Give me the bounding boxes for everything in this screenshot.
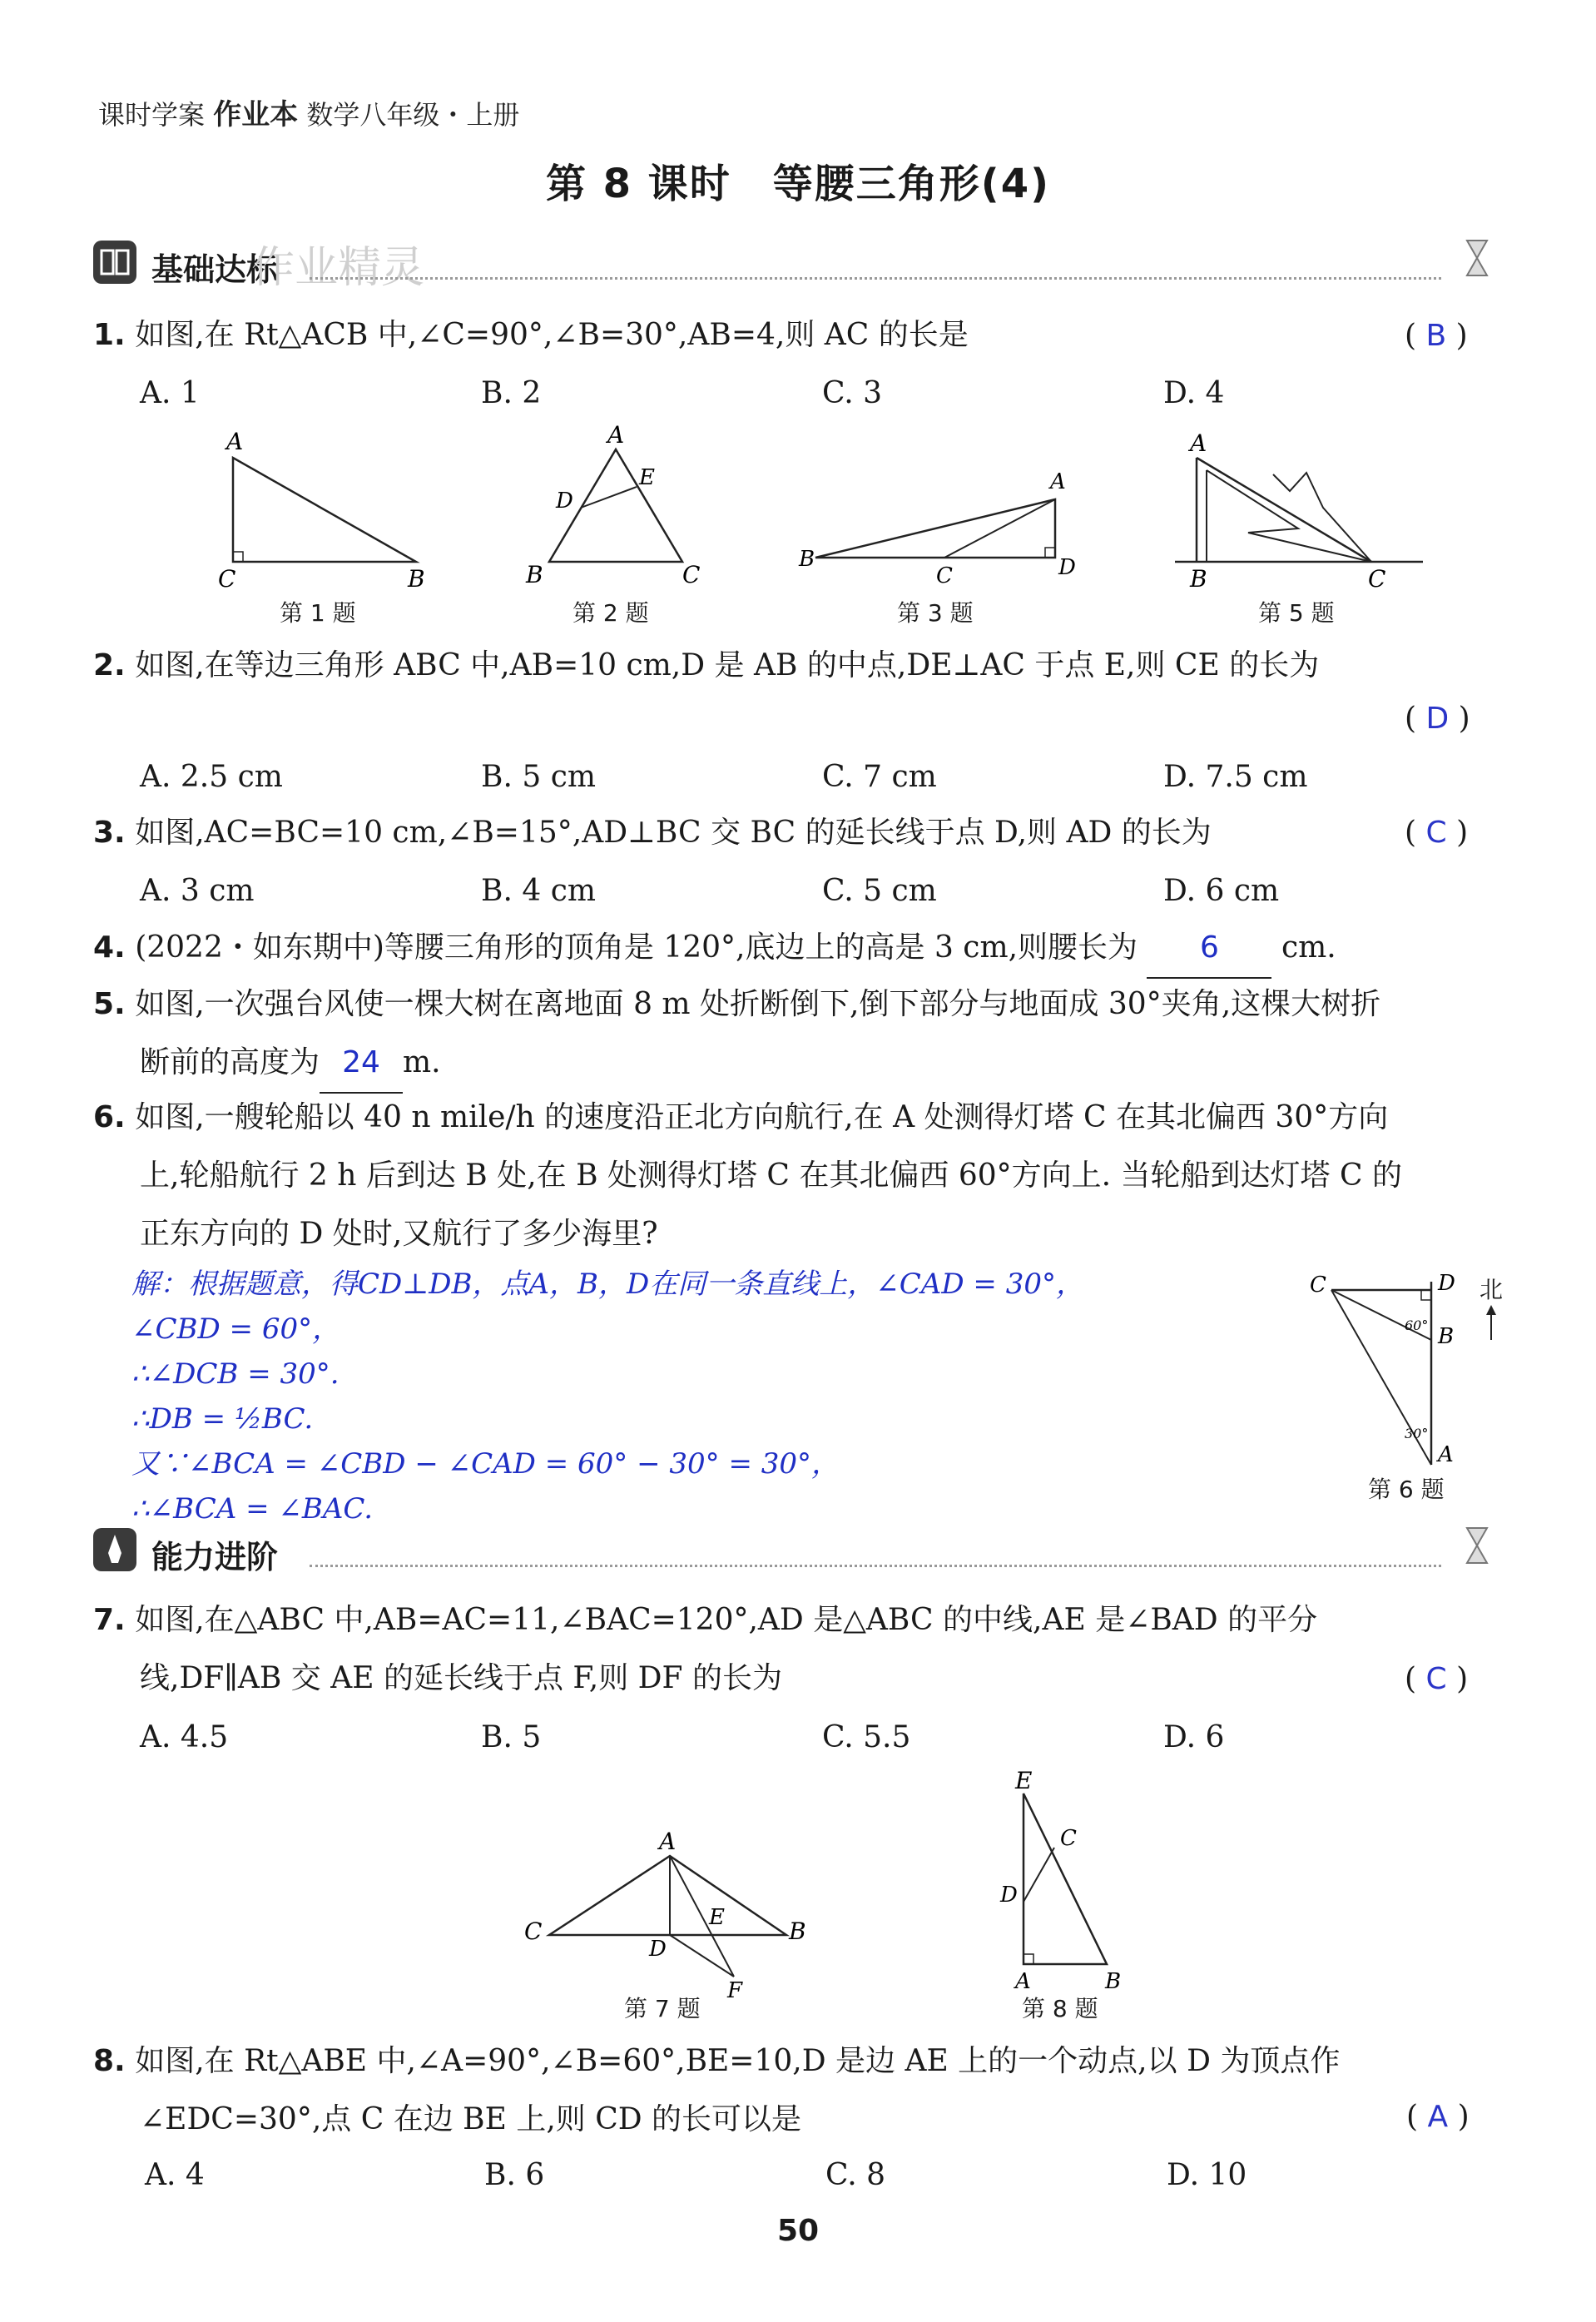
- option-b: B. 6: [484, 2158, 545, 2192]
- answer-value: D: [1425, 702, 1450, 736]
- question-number: 6.: [93, 1100, 126, 1134]
- answer-8: ( A ): [1406, 2100, 1470, 2134]
- solution-line: 又∵∠BCA = ∠CBD − ∠CAD = 60° − 30° = 30°，: [131, 1447, 840, 1481]
- svg-text:C: C: [936, 563, 953, 588]
- question-5: [93, 975, 1508, 1094]
- question-number: 3.: [93, 816, 126, 850]
- figure-7: [516, 1831, 824, 1997]
- question-text: 如图,在等边三角形 ABC 中,AB=10 cm,D 是 AB 的中点,DE⊥AC 于点 E,则 CE 的长为: [135, 648, 1320, 682]
- option-c: C. 5 cm: [822, 874, 937, 908]
- rocket-icon: [93, 1528, 136, 1571]
- svg-text:A: A: [226, 428, 244, 455]
- question-2: [93, 637, 1319, 695]
- option-c: C. 7 cm: [822, 760, 937, 794]
- question-text-line2: 上,轮船航行 2 h 后到达 B 处,在 B 处测得灯塔 C 在其北偏西 60°方向上. 当轮船到达灯塔 C 的: [140, 1159, 1402, 1193]
- answer-3: ( C ): [1405, 816, 1469, 850]
- svg-text:A: A: [659, 1831, 677, 1855]
- answer-value: C: [1425, 816, 1447, 850]
- section-divider: [310, 277, 1441, 280]
- section-advanced-title: 能力进阶: [151, 1539, 279, 1575]
- svg-text:B: B: [526, 561, 543, 588]
- answer-blank: 24: [320, 1034, 403, 1094]
- question-8: [93, 2032, 1508, 2149]
- question-text: 如图,在△ABC 中,AB=AC=11,∠BAC=120°,AD 是△ABC 的中线,AE 是∠BAD 的平分: [135, 1603, 1318, 1637]
- svg-text:60°: 60°: [1405, 1317, 1429, 1333]
- caption-figure-6: 第 6 题: [1368, 1476, 1445, 1503]
- option-b: B. 2: [481, 376, 542, 410]
- answer-value: B: [1425, 319, 1447, 353]
- svg-text:E: E: [1015, 1769, 1033, 1794]
- option-b: B. 5 cm: [481, 760, 596, 794]
- svg-text:A: A: [1050, 469, 1066, 494]
- question-number: 2.: [93, 648, 126, 682]
- figure-2: [516, 424, 707, 599]
- caption-figure-5: 第 5 题: [1258, 599, 1335, 627]
- question-text-end: cm.: [1281, 930, 1336, 965]
- svg-text:D: D: [649, 1937, 667, 1962]
- svg-text:C: C: [1310, 1273, 1326, 1297]
- svg-text:C: C: [1368, 565, 1386, 593]
- option-b: B. 4 cm: [481, 874, 596, 908]
- answer-7: ( C ): [1405, 1662, 1469, 1696]
- svg-text:C: C: [524, 1918, 543, 1945]
- svg-text:D: D: [1438, 1271, 1455, 1296]
- svg-text:A: A: [607, 424, 625, 449]
- question-text: 如图,在 Rt△ACB 中,∠C=90°,∠B=30°,AB=4,则 AC 的长是: [135, 318, 969, 352]
- option-b: B. 5: [481, 1720, 542, 1754]
- section-basic-title: 基础达标: [151, 251, 279, 288]
- svg-text:B: B: [1438, 1324, 1455, 1349]
- section-divider: [310, 1565, 1441, 1567]
- book-name: 作业本: [213, 98, 299, 131]
- question-number: 7.: [93, 1603, 126, 1637]
- caption-figure-3: 第 3 题: [897, 599, 974, 627]
- hourglass-icon: [1463, 237, 1491, 279]
- option-a: A. 2.5 cm: [140, 760, 283, 794]
- svg-text:B: B: [1190, 565, 1207, 593]
- question-4: [93, 919, 1336, 979]
- caption-figure-2: 第 2 题: [572, 599, 649, 627]
- caption-figure-7: 第 7 题: [624, 1995, 701, 2022]
- option-c: C. 8: [825, 2158, 886, 2192]
- figure-3: [791, 454, 1090, 595]
- question-1: [93, 306, 969, 365]
- svg-text:A: A: [1015, 1969, 1031, 1994]
- option-d: D. 6 cm: [1163, 874, 1280, 908]
- question-3: [93, 804, 1212, 862]
- subject-name: 数学八年级・上册: [306, 99, 520, 131]
- solution-line: 解：根据题意，得CD⊥DB，点A，B，D在同一条直线上，∠CAD = 30°，: [131, 1268, 1084, 1301]
- svg-text:E: E: [639, 465, 655, 490]
- option-a: A. 1: [140, 376, 200, 410]
- option-c: C. 3: [822, 376, 883, 410]
- question-text: (2022・如东期中)等腰三角形的顶角是 120°,底边上的高是 3 cm,则腰长为: [135, 930, 1138, 965]
- question-text: 如图,一艘轮船以 40 n mile/h 的速度沿正北方向航行,在 A 处测得灯塔 C 在其北偏西 30°方向: [135, 1100, 1389, 1134]
- solution-6: [131, 1262, 1296, 1531]
- section-basic: [93, 237, 1508, 293]
- answer-value: A: [1427, 2100, 1449, 2134]
- option-d: D. 7.5 cm: [1163, 760, 1308, 794]
- solution-line: ∴∠BCA = ∠BAC.: [131, 1492, 374, 1526]
- svg-text:D: D: [1058, 555, 1076, 580]
- question-text-line2: 线,DF∥AB 交 AE 的延长线于点 F,则 DF 的长为: [140, 1661, 782, 1695]
- option-a: A. 4.5: [140, 1720, 229, 1754]
- svg-text:C: C: [218, 565, 236, 593]
- question-number: 5.: [93, 987, 126, 1021]
- question-text: 如图,一次强台风使一棵大树在离地面 8 m 处折断倒下,倒下部分与地面成 30°夹角,这棵大树折: [135, 987, 1381, 1021]
- svg-text:C: C: [682, 561, 701, 588]
- svg-text:B: B: [1105, 1969, 1122, 1994]
- question-number: 8.: [93, 2044, 126, 2078]
- question-text-line3: 正东方向的 D 处时,又航行了多少海里?: [140, 1217, 658, 1251]
- question-number: 4.: [93, 930, 126, 965]
- page-number: 50: [776, 2214, 820, 2248]
- answer-1: ( B ): [1405, 319, 1468, 353]
- answer-value: C: [1425, 1662, 1447, 1696]
- question-7: [93, 1591, 1508, 1708]
- question-6: [93, 1089, 1508, 1263]
- option-c: C. 5.5: [822, 1720, 911, 1754]
- series-name: 课时学案: [98, 99, 206, 131]
- question-text: 如图,AC=BC=10 cm,∠B=15°,AD⊥BC 交 BC 的延长线于点 D,则 AD 的长为: [135, 816, 1212, 850]
- north-label: 北: [1480, 1276, 1504, 1303]
- caption-figure-1: 第 1 题: [280, 599, 356, 627]
- figure-5: [1165, 424, 1431, 599]
- svg-text:E: E: [709, 1905, 725, 1930]
- svg-text:A: A: [1438, 1442, 1454, 1467]
- svg-text:30°: 30°: [1405, 1426, 1429, 1441]
- option-d: D. 10: [1167, 2158, 1247, 2192]
- svg-text:B: B: [799, 547, 815, 572]
- svg-text:D: D: [556, 489, 573, 514]
- answer-blank: 6: [1147, 919, 1271, 979]
- svg-text:C: C: [1060, 1826, 1077, 1851]
- question-text-line2: ∠EDC=30°,点 C 在边 BE 上,则 CD 的长可以是: [140, 2102, 802, 2136]
- svg-text:B: B: [408, 565, 425, 593]
- svg-text:B: B: [789, 1918, 806, 1945]
- option-a: A. 4: [145, 2158, 205, 2192]
- answer-2: ( D ): [1405, 702, 1470, 736]
- solution-line: ∴∠DCB = 30°.: [131, 1357, 340, 1391]
- figure-8: [982, 1769, 1140, 1997]
- page-title: 第 8 课时 等腰三角形(4): [545, 161, 1051, 207]
- option-a: A. 3 cm: [140, 874, 255, 908]
- section-advanced: [93, 1525, 1508, 1575]
- book-header: [98, 92, 519, 132]
- question-number: 1.: [93, 318, 126, 352]
- option-d: D. 6: [1163, 1720, 1225, 1754]
- book-icon: [93, 241, 136, 284]
- svg-text:A: A: [1190, 429, 1207, 457]
- solution-line: ∠CBD = 60°，: [131, 1312, 341, 1346]
- svg-text:F: F: [727, 1978, 743, 1997]
- watermark: 作业精灵: [251, 243, 425, 293]
- figure-1: [208, 424, 449, 599]
- caption-figure-8: 第 8 题: [1022, 1995, 1098, 2022]
- hourglass-icon: [1463, 1525, 1491, 1566]
- solution-line: ∴DB = ½BC.: [131, 1402, 314, 1436]
- question-text-end: m.: [403, 1045, 441, 1079]
- svg-text:D: D: [1000, 1883, 1018, 1908]
- question-text-cont: 断前的高度为: [140, 1045, 320, 1079]
- option-d: D. 4: [1163, 376, 1225, 410]
- question-text: 如图,在 Rt△ABE 中,∠A=90°,∠B=60°,BE=10,D 是边 AE 上的一个动点,以 D 为顶点作: [135, 2044, 1341, 2078]
